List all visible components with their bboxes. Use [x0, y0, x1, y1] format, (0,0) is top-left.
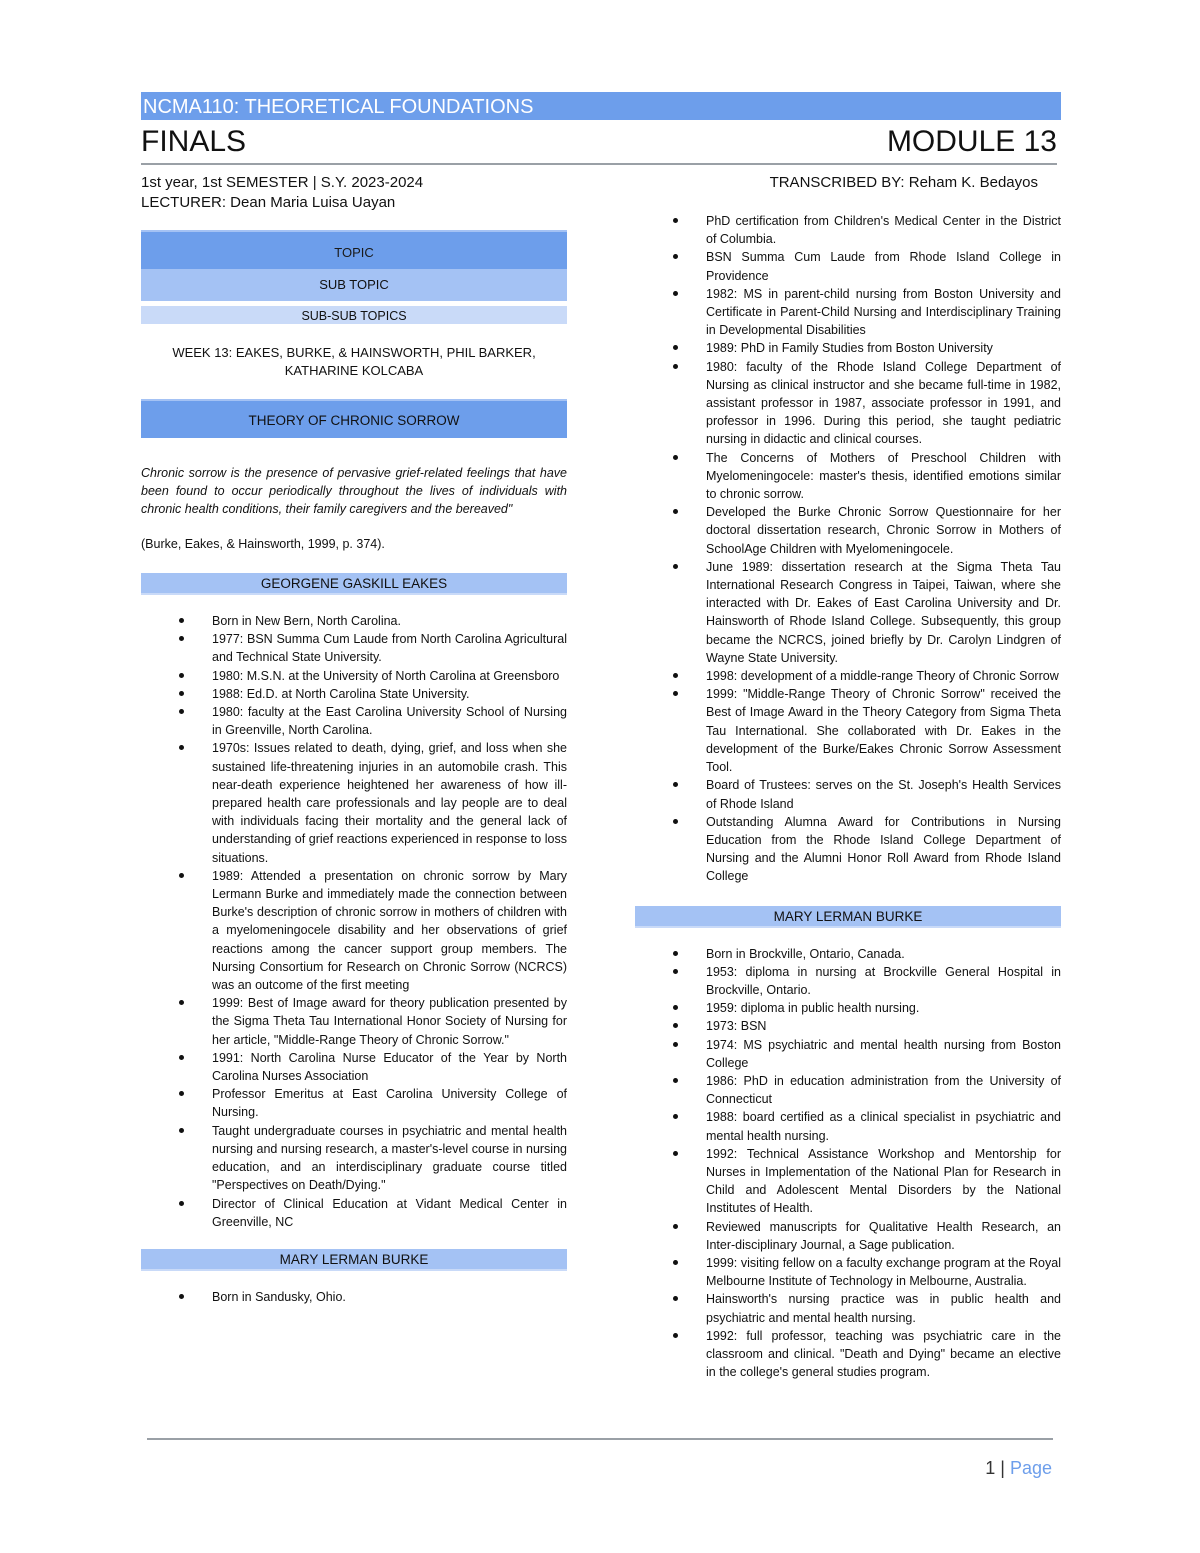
- legend-topic: TOPIC: [141, 230, 567, 269]
- list-item: 1992: full professor, teaching was psychiatric care in the classroom and clinical. "Death and Dying" became an elective in the college's general studies program.: [635, 1327, 1061, 1382]
- left-column: [141, 230, 567, 1306]
- list-item: 1992: Technical Assistance Workshop and Mentorship for Nurses in Implementation of the National Plan for Research in Child and Adolescent Mental Disorders by the National Institutes of Health.: [635, 1145, 1061, 1218]
- list-item: 1991: North Carolina Nurse Educator of the Year by North Carolina Nurses Association: [141, 1049, 567, 1085]
- list-item: BSN Summa Cum Laude from Rhode Island College in Providence: [635, 248, 1061, 284]
- legend-sub-sub-topics: SUB-SUB TOPICS: [141, 306, 567, 324]
- list-item: The Concerns of Mothers of Preschool Children with Myelomeningocele: master's thesis, identified emotions similar to chronic sorrow.: [635, 449, 1061, 504]
- list-item: Professor Emeritus at East Carolina University College of Nursing.: [141, 1085, 567, 1121]
- section-heading-eakes: GEORGENE GASKILL EAKES: [141, 573, 567, 595]
- exam-title: FINALS: [141, 125, 247, 158]
- list-item: 1998: development of a middle-range Theory of Chronic Sorrow: [635, 667, 1061, 685]
- lecturer: LECTURER: Dean Maria Luisa Uayan: [141, 194, 396, 211]
- list-item: Taught undergraduate courses in psychiatric and mental health nursing and nursing research, a master's-level course in nursing education, and an interdisciplinary graduate course titled "Perspectives on Death/Dying.": [141, 1122, 567, 1195]
- right-column: [635, 212, 1061, 1381]
- list-item: 1988: Ed.D. at North Carolina State University.: [141, 685, 567, 703]
- year-semester: 1st year, 1st SEMESTER | S.Y. 2023-2024: [141, 174, 424, 191]
- page-label: Page: [1009, 1458, 1052, 1478]
- list-item: 1974: MS psychiatric and mental health nursing from Boston College: [635, 1036, 1061, 1072]
- list-item: Reviewed manuscripts for Qualitative Health Research, an Inter-disciplinary Journal, a Sage publication.: [635, 1218, 1061, 1254]
- list-item: June 1989: dissertation research at the Sigma Theta Tau International Research Congress in Taipei, Taiwan, where she interacted with Dr. Eakes of East Carolina University and Dr. Hainsworth of Rhode Island College. Subsequently, this group became the NCRCS, joined briefly by Dr. Carolyn Lindgren of Wayne State University.: [635, 558, 1061, 667]
- course-title-bar: NCMA110: THEORETICAL FOUNDATIONS: [141, 92, 1061, 120]
- list-item: Board of Trustees: serves on the St. Joseph's Health Services of Rhode Island: [635, 776, 1061, 812]
- list-item: 1980: M.S.N. at the University of North Carolina at Greensboro: [141, 667, 567, 685]
- burke-intro-list: [141, 1288, 567, 1306]
- list-item: Born in New Bern, North Carolina.: [141, 612, 567, 630]
- page-footer: [985, 1457, 1052, 1479]
- list-item: 1999: "Middle-Range Theory of Chronic Sorrow" received the Best of Image Award in the Theory Category from Sigma Theta Tau International. She collaborated with Dr. Eakes in the development of the Burke/Eakes Chronic Sorrow Assessment Tool.: [635, 685, 1061, 776]
- list-item: 1953: diploma in nursing at Brockville General Hospital in Brockville, Ontario.: [635, 963, 1061, 999]
- list-item: Born in Sandusky, Ohio.: [141, 1288, 567, 1306]
- list-item: 1999: Best of Image award for theory publication presented by the Sigma Theta Tau International Honor Society of Nursing for her article, "Middle-Range Theory of Chronic Sorrow.": [141, 994, 567, 1049]
- list-item: Born in Brockville, Ontario, Canada.: [635, 945, 1061, 963]
- page-separator: |: [995, 1458, 1010, 1478]
- transcribed-by: TRANSCRIBED BY: Reham K. Bedayos: [769, 174, 1038, 191]
- list-item: 1989: PhD in Family Studies from Boston University: [635, 339, 1061, 357]
- list-item: 1959: diploma in public health nursing.: [635, 999, 1061, 1017]
- eakes-list: [141, 612, 567, 1231]
- week-title: WEEK 13: EAKES, BURKE, & HAINSWORTH, PHIL BARKER, KATHARINE KOLCABA: [172, 345, 536, 378]
- module-title: MODULE 13: [886, 125, 1057, 158]
- list-item: 1973: BSN: [635, 1017, 1061, 1035]
- list-item: 1980: faculty at the East Carolina University School of Nursing in Greenville, North Carolina.: [141, 703, 567, 739]
- page-number: 1: [985, 1458, 996, 1478]
- list-item: 1980: faculty of the Rhode Island College Department of Nursing as clinical instructor and she became full-time in 1982, assistant professor in 1987, associate professor in 1991, and professor in 1996. During this period, she taught pediatric nursing in didactic and clinical courses.: [635, 358, 1061, 449]
- list-item: Director of Clinical Education at Vidant Medical Center in Greenville, NC: [141, 1195, 567, 1231]
- burke-second-list: [635, 945, 1061, 1382]
- header-divider: [141, 163, 1057, 165]
- list-item: 1977: BSN Summa Cum Laude from North Carolina Agricultural and Technical State University.: [141, 630, 567, 666]
- footer-divider: [147, 1438, 1053, 1440]
- list-item: 1986: PhD in education administration from the University of Connecticut: [635, 1072, 1061, 1108]
- citation: (Burke, Eakes, & Hainsworth, 1999, p. 374).: [141, 537, 385, 551]
- list-item: 1989: Attended a presentation on chronic sorrow by Mary Lermann Burke and immediately made the connection between Burke's description of chronic sorrow in mothers of children with a myelomeningocele disability and her observations of grief reactions among the cancer support group members. The Nursing Consortium for Research on Chronic Sorrow (NCRCS) was an outcome of the first meeting: [141, 867, 567, 994]
- list-item: PhD certification from Children's Medical Center in the District of Columbia.: [635, 212, 1061, 248]
- legend-sub-topic: SUB TOPIC: [141, 269, 567, 301]
- list-item: 1970s: Issues related to death, dying, grief, and loss when she sustained life-threatening injuries in an automobile crash. This near-death experience heightened her awareness of how ill-prepared health care professionals and lay people are to deal with individuals facing their mortality and the general lack of understanding of grief reactions experienced in response to loss situations.: [141, 739, 567, 866]
- list-item: 1982: MS in parent-child nursing from Boston University and Certificate in Parent-Child Nursing and Interdisciplinary Training in Developmental Disabilities: [635, 285, 1061, 340]
- list-item: 1999: visiting fellow on a faculty exchange program at the Royal Melbourne Institute of Technology in Melbourne, Australia.: [635, 1254, 1061, 1290]
- list-item: Developed the Burke Chronic Sorrow Questionnaire for her doctoral dissertation research, Chronic Sorrow in Mothers of SchoolAge Children with Myelomeningocele.: [635, 503, 1061, 558]
- section-heading-burke: MARY LERMAN BURKE: [141, 1249, 567, 1271]
- burke-continued-list: [635, 212, 1061, 886]
- list-item: Hainsworth's nursing practice was in public health and psychiatric and mental health nursing.: [635, 1290, 1061, 1326]
- list-item: 1988: board certified as a clinical specialist in psychiatric and mental health nursing.: [635, 1108, 1061, 1144]
- definition-quote: Chronic sorrow is the presence of pervasive grief-related feelings that have been found to occur periodically throughout the lives of individuals with chronic health conditions, their family caregivers and the bereaved": [141, 466, 567, 516]
- section-heading-burke-second: MARY LERMAN BURKE: [635, 906, 1061, 928]
- list-item: Outstanding Alumna Award for Contributions in Nursing Education from the Rhode Island College Department of Nursing and the Alumni Honor Roll Award from Rhode Island College: [635, 813, 1061, 886]
- theory-heading: THEORY OF CHRONIC SORROW: [141, 399, 567, 438]
